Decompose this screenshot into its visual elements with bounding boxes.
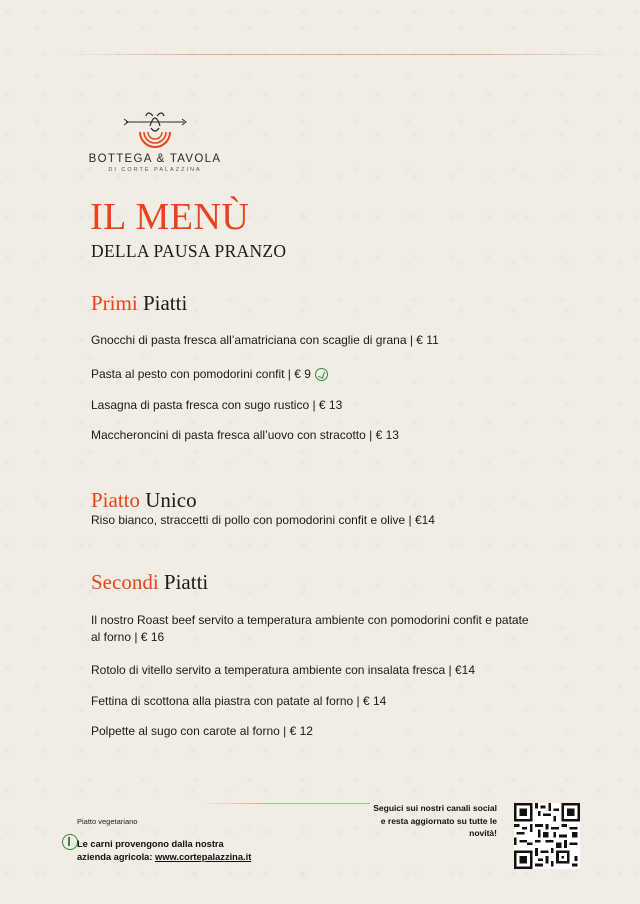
menu-item: Rotolo di vitello servito a temperatura ambiente con insalata fresca | €14 [91,663,475,677]
veg-icon [315,368,328,381]
meat-note-line2 [77,851,251,864]
menu-item-text: Pasta al pesto con pomodorini confit | € 9 [91,367,311,381]
brand-name: BOTTEGA & TAVOLA [88,153,222,165]
meat-note-line1: Le carni provengono dalla nostra [77,839,224,849]
section-title-primi [91,293,187,314]
social-line1: Seguici sui nostri canali social [373,803,497,813]
logo-emblem-icon [120,104,190,150]
section-title-rest: Piatti [163,570,209,594]
menu-item: Lasagna di pasta fresca con sugo rustico | € 13 [91,398,343,412]
menu-item: Gnocchi di pasta fresca all’amatriciana con scaglie di grana | € 11 [91,333,439,347]
section-title-accent: Primi [91,291,138,315]
section-title-accent: Secondi [91,570,159,594]
top-divider [60,54,620,55]
menu-item: Il nostro Roast beef servito a temperatura ambiente con pomodorini confit e patate al forno | € 16 [91,613,529,644]
section-title-secondi [91,572,208,593]
page-title: IL MENÙ [90,196,250,238]
menu-item [91,366,541,383]
section-title-rest: Unico [145,488,197,512]
social-note [327,802,497,840]
meat-origin-note [77,838,251,864]
social-line2: e resta aggiornato su tutte le [380,815,497,826]
section-title-accent: Piatto [91,488,141,512]
brand-logo [80,104,230,173]
page-subtitle: DELLA PAUSA PRANZO [91,241,287,261]
menu-item: Polpette al sugo con carote al forno | € 12 [91,724,313,738]
meat-note-prefix: azienda agricola: [77,852,156,862]
menu-item: Maccheroncini di pasta fresca all’uovo con stracotto | € 13 [91,428,399,442]
brand-subtitle: DI CORTE PALAZZINA [108,167,202,173]
menu-item: Fettina di scottona alla piastra con patate al forno | € 14 [91,694,387,708]
social-line3: novità! [469,828,497,838]
website-link[interactable]: www.cortepalazzina.it [155,852,252,862]
farm-icon [62,834,78,850]
menu-item: Riso bianco, straccetti di pollo con pomodorini confit e olive | €14 [91,513,435,527]
qr-code-icon[interactable] [514,803,580,869]
section-title-rest: Piatti [142,291,188,315]
section-title-unico [91,490,197,511]
veg-legend: Piatto vegetariano [77,817,138,826]
